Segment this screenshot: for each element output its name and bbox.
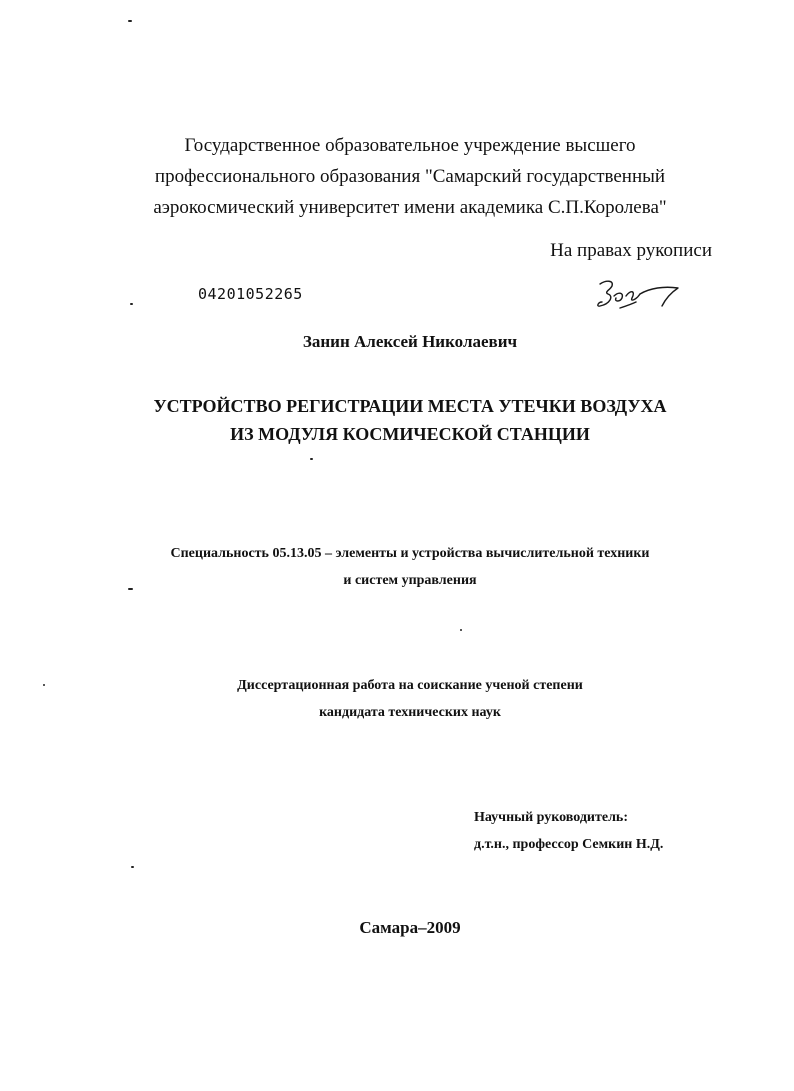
- degree-line: кандидата технических наук: [319, 705, 501, 720]
- city-year: Самара–2009: [359, 918, 461, 937]
- specialty-line: Специальность 05.13.05 – элементы и устройства вычислительной техники: [170, 546, 650, 561]
- registration-number: 04201052265: [198, 285, 303, 303]
- degree-statement: [160, 672, 660, 726]
- specialty-line: и систем управления: [343, 573, 477, 588]
- supervisor-label: Научный руководитель:: [474, 810, 628, 825]
- scan-speck: [460, 629, 462, 631]
- scan-speck: [128, 20, 132, 22]
- manuscript-note: На правах рукописи: [550, 240, 712, 261]
- institution-line: аэрокосмический университет имени академика С.П.Королева": [153, 197, 667, 218]
- specialty: [110, 540, 710, 594]
- author-name: Занин Алексей Николаевич: [302, 332, 518, 351]
- scan-speck: [130, 303, 133, 305]
- title-line: УСТРОЙСТВО РЕГИСТРАЦИИ МЕСТА УТЕЧКИ ВОЗДУХА: [153, 396, 667, 416]
- supervisor-block: [474, 804, 734, 858]
- institution-name: [120, 130, 700, 223]
- title-line: ИЗ МОДУЛЯ КОСМИЧЕСКОЙ СТАНЦИИ: [230, 424, 590, 444]
- degree-line: Диссертационная работа на соискание ученой степени: [237, 678, 583, 693]
- institution-line: Государственное образовательное учреждение высшего: [184, 135, 636, 156]
- supervisor-name: д.т.н., профессор Семкин Н.Д.: [474, 837, 664, 852]
- dissertation-title: [120, 392, 700, 448]
- institution-line: профессионального образования "Самарский государственный: [154, 166, 666, 187]
- scan-speck: [131, 866, 134, 868]
- scan-speck: [310, 458, 313, 460]
- handwritten-signature: [592, 272, 684, 314]
- scan-speck: [43, 684, 45, 686]
